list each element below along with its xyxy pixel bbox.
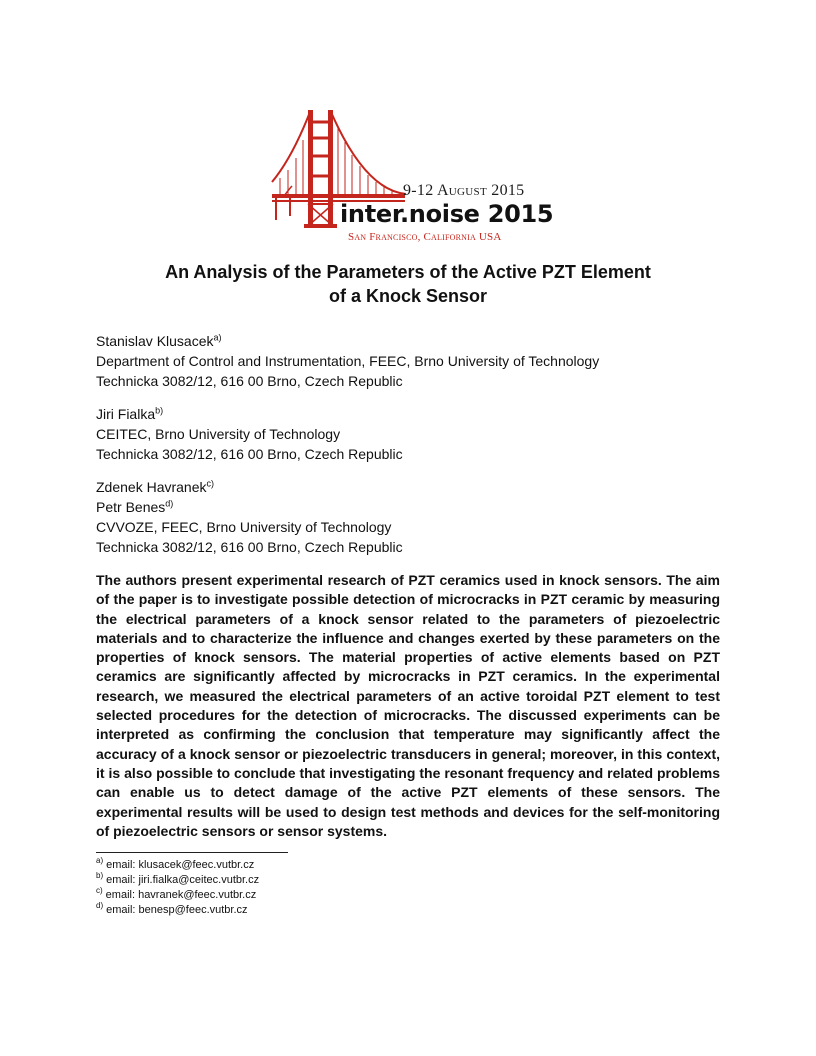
author-name: Zdenek Havranek$^{c)}$ <box>96 478 215 495</box>
footnote-divider <box>96 852 288 853</box>
conference-logo <box>270 100 555 250</box>
author-mark: a) <box>213 332 222 343</box>
affiliation-line: CEITEC, Brno University of Technology <box>96 426 341 442</box>
author-group-2 <box>96 404 403 464</box>
footnote: $^{c)}$ email: havranek@feec.vutbr.cz <box>96 886 257 901</box>
footnotes <box>96 858 259 918</box>
footnote: $^{b)}$ email: jiri.fialka@ceitec.vutbr.cz <box>96 871 260 886</box>
author-name: Stanislav Klusacek$^{a)}$ <box>96 332 222 349</box>
address-line: Technicka 3082/12, 616 00 Brno, Czech Republic <box>96 373 403 389</box>
author-mark: c) <box>206 478 215 489</box>
author-group-3 <box>96 477 403 557</box>
author-mark: d) <box>165 498 174 509</box>
conference-date: 9-12 August 2015 <box>403 182 525 199</box>
footnote: $^{d)}$ email: benesp@feec.vutbr.cz <box>96 901 248 916</box>
address-line: Technicka 3082/12, 616 00 Brno, Czech Republic <box>96 446 403 462</box>
footnote: $^{a)}$ email: klusacek@feec.vutbr.cz <box>96 856 255 871</box>
title-line-1: An Analysis of the Parameters of the Active PZT Element <box>165 262 651 282</box>
author-mark: b) <box>155 405 164 416</box>
author-name: Petr Benes$^{d)}$ <box>96 498 174 515</box>
conference-location: San Francisco, California USA <box>348 231 502 243</box>
affiliation-line: Department of Control and Instrumentation, FEEC, Brno University of Technology <box>96 353 600 369</box>
address-line: Technicka 3082/12, 616 00 Brno, Czech Republic <box>96 539 403 555</box>
conference-name: inter.noise 2015 <box>340 200 554 228</box>
author-group-1 <box>96 331 599 391</box>
title-line-2: of a Knock Sensor <box>328 286 488 306</box>
paper-title <box>100 260 716 308</box>
affiliation-line: CVVOZE, FEEC, Brno University of Technology <box>96 519 392 535</box>
author-name: Jiri Fialka$^{b)}$ <box>96 405 164 422</box>
abstract: The authors present experimental research of PZT ceramics used in knock sensors. The aim of the paper is to investigate possible detection of microcracks in PZT ceramic by measuring the electrical parameters of a knock sensor related to the parameters of piezoelectric materials and to characterize the influence and changes exerted by these parameters on the properties of knock sensors. The material properties of active elements based on PZT ceramics are significantly affected by microcracks in PZT ceramics. In the experimental research, we measured the electrical parameters of an active toroidal PZT element to test selected procedures for the detection of microcracks. The discussed experiments can be interpreted as confirming the conclusion that temperature may significantly affect the accuracy of a knock sensor or piezoelectric transducers in general; moreover, in this context, it is also possible to conclude that investigating the resonant frequency and related problems can enable us to detect damage of the active PZT elements of these sensors. The experimental results will be used to design test methods and devices for the self-monitoring of piezoelectric sensors or sensor systems. <box>96 572 720 839</box>
